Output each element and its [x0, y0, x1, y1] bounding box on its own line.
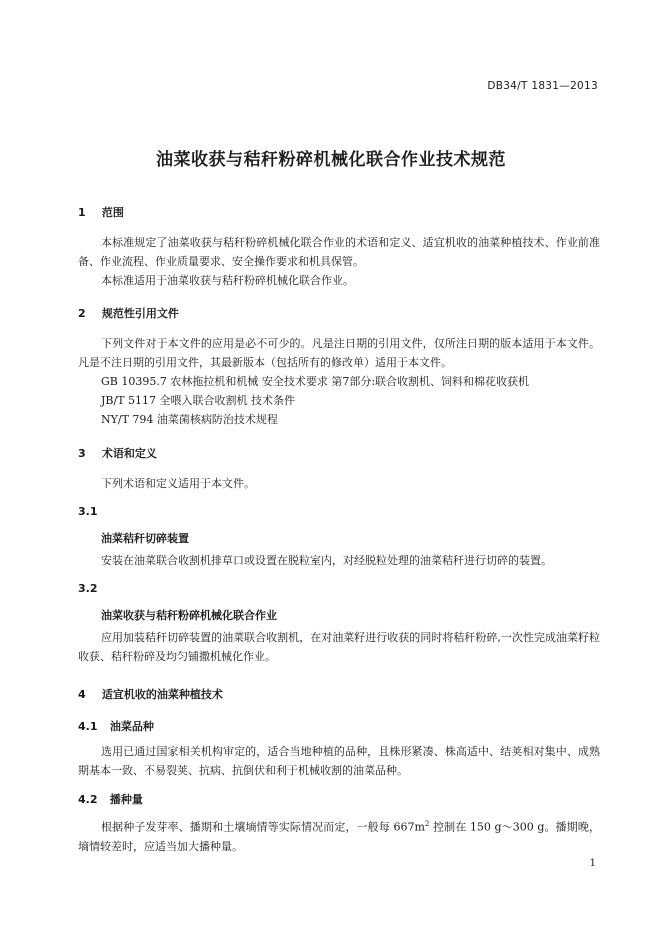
section-4-heading — [78, 686, 600, 702]
normative-reference: GB 10395.7 农林拖拉机和机械 安全技术要求 第7部分:联合收割机、饲料和棉花收获机 — [101, 375, 530, 388]
subsection-number: 4.1 — [78, 720, 98, 733]
section-1-body — [78, 233, 600, 290]
text-run: 控制在 150 g～300 g。播期晚，墒情较差时，应适当加大播种量。 — [78, 820, 601, 853]
normative-reference: JB/T 5117 全喂入联合收割机 技术条件 — [101, 394, 296, 407]
section-number: 4 — [78, 688, 86, 701]
section-2-body — [78, 334, 600, 429]
doc-code: DB34/T 1831—2013 — [487, 80, 598, 92]
subsection-4-2-heading — [78, 791, 600, 807]
section-title: 适宜机收的油菜种植技术 — [101, 688, 223, 701]
paragraph: 本标准适用于油菜收获与秸秆粉碎机械化联合作业。 — [101, 274, 354, 287]
subsection-4-2-body — [78, 815, 600, 856]
section-3-body — [78, 474, 600, 493]
page-number: 1 — [589, 858, 596, 869]
term-3-1-definition — [78, 551, 600, 570]
section-title: 范围 — [101, 206, 124, 219]
section-title: 规范性引用文件 — [101, 307, 179, 320]
paragraph — [78, 815, 600, 856]
section-number: 1 — [78, 206, 86, 219]
paragraph: 下列术语和定义适用于本文件。 — [101, 477, 255, 490]
text-run: 根据种子发芽率、播期和土壤墒情等实际情况而定，一般每 667m — [101, 820, 425, 834]
section-2-heading — [78, 305, 600, 321]
paragraph: 下列文件对于本文件的应用是必不可少的。凡是注日期的引用文件，仅所注日期的版本适用于本文件。凡是不注日期的引用文件，其最新版本（包括所有的修改单）适用于本文件。 — [78, 337, 600, 369]
section-1-heading — [78, 204, 600, 220]
term-3-2-number: 3.2 — [78, 582, 98, 595]
normative-reference: NY/T 794 油菜菌核病防治技术规程 — [101, 413, 278, 426]
subsection-title: 播种量 — [109, 793, 143, 806]
paragraph: 应用加装秸秆切碎装置的油菜联合收割机，在对油菜籽进行收获的同时将秸秆粉碎,一次性完成油菜籽粒收获、秸秆粉碎及均匀铺撒机械化作业。 — [78, 631, 600, 663]
section-number: 3 — [78, 447, 86, 460]
term-3-1-number: 3.1 — [78, 505, 98, 518]
term-3-1-name: 油菜秸秆切碎装置 — [101, 532, 189, 545]
section-title: 术语和定义 — [101, 447, 157, 460]
section-number: 2 — [78, 307, 86, 320]
superscript: 2 — [424, 820, 430, 828]
paragraph: 本标准规定了油菜收获与秸秆粉碎机械化联合作业的术语和定义、适宜机收的油菜种植技术、作业前准备、作业流程、作业质量要求、安全操作要求和机具保管。 — [78, 236, 600, 268]
subsection-number: 4.2 — [78, 793, 98, 806]
term-3-2-definition — [78, 628, 600, 666]
page-title: 油菜收获与秸秆粉碎机械化联合作业技术规范 — [156, 150, 506, 170]
term-3-2-name: 油菜收获与秸秆粉碎机械化联合作业 — [101, 609, 277, 622]
paragraph: 安装在油菜联合收割机排草口或设置在脱粒室内，对经脱粒处理的油菜秸秆进行切碎的装置。 — [101, 554, 552, 567]
paragraph: 选用已通过国家相关机构审定的，适合当地种植的品种，且株形紧凑、株高适中、结荚相对集中、成熟期基本一致、不易裂荚、抗病、抗倒伏和利于机械收割的油菜品种。 — [78, 745, 600, 777]
section-3-heading — [78, 445, 600, 461]
subsection-4-1-heading — [78, 718, 600, 734]
subsection-title: 油菜品种 — [109, 720, 154, 733]
subsection-4-1-body — [78, 742, 600, 780]
